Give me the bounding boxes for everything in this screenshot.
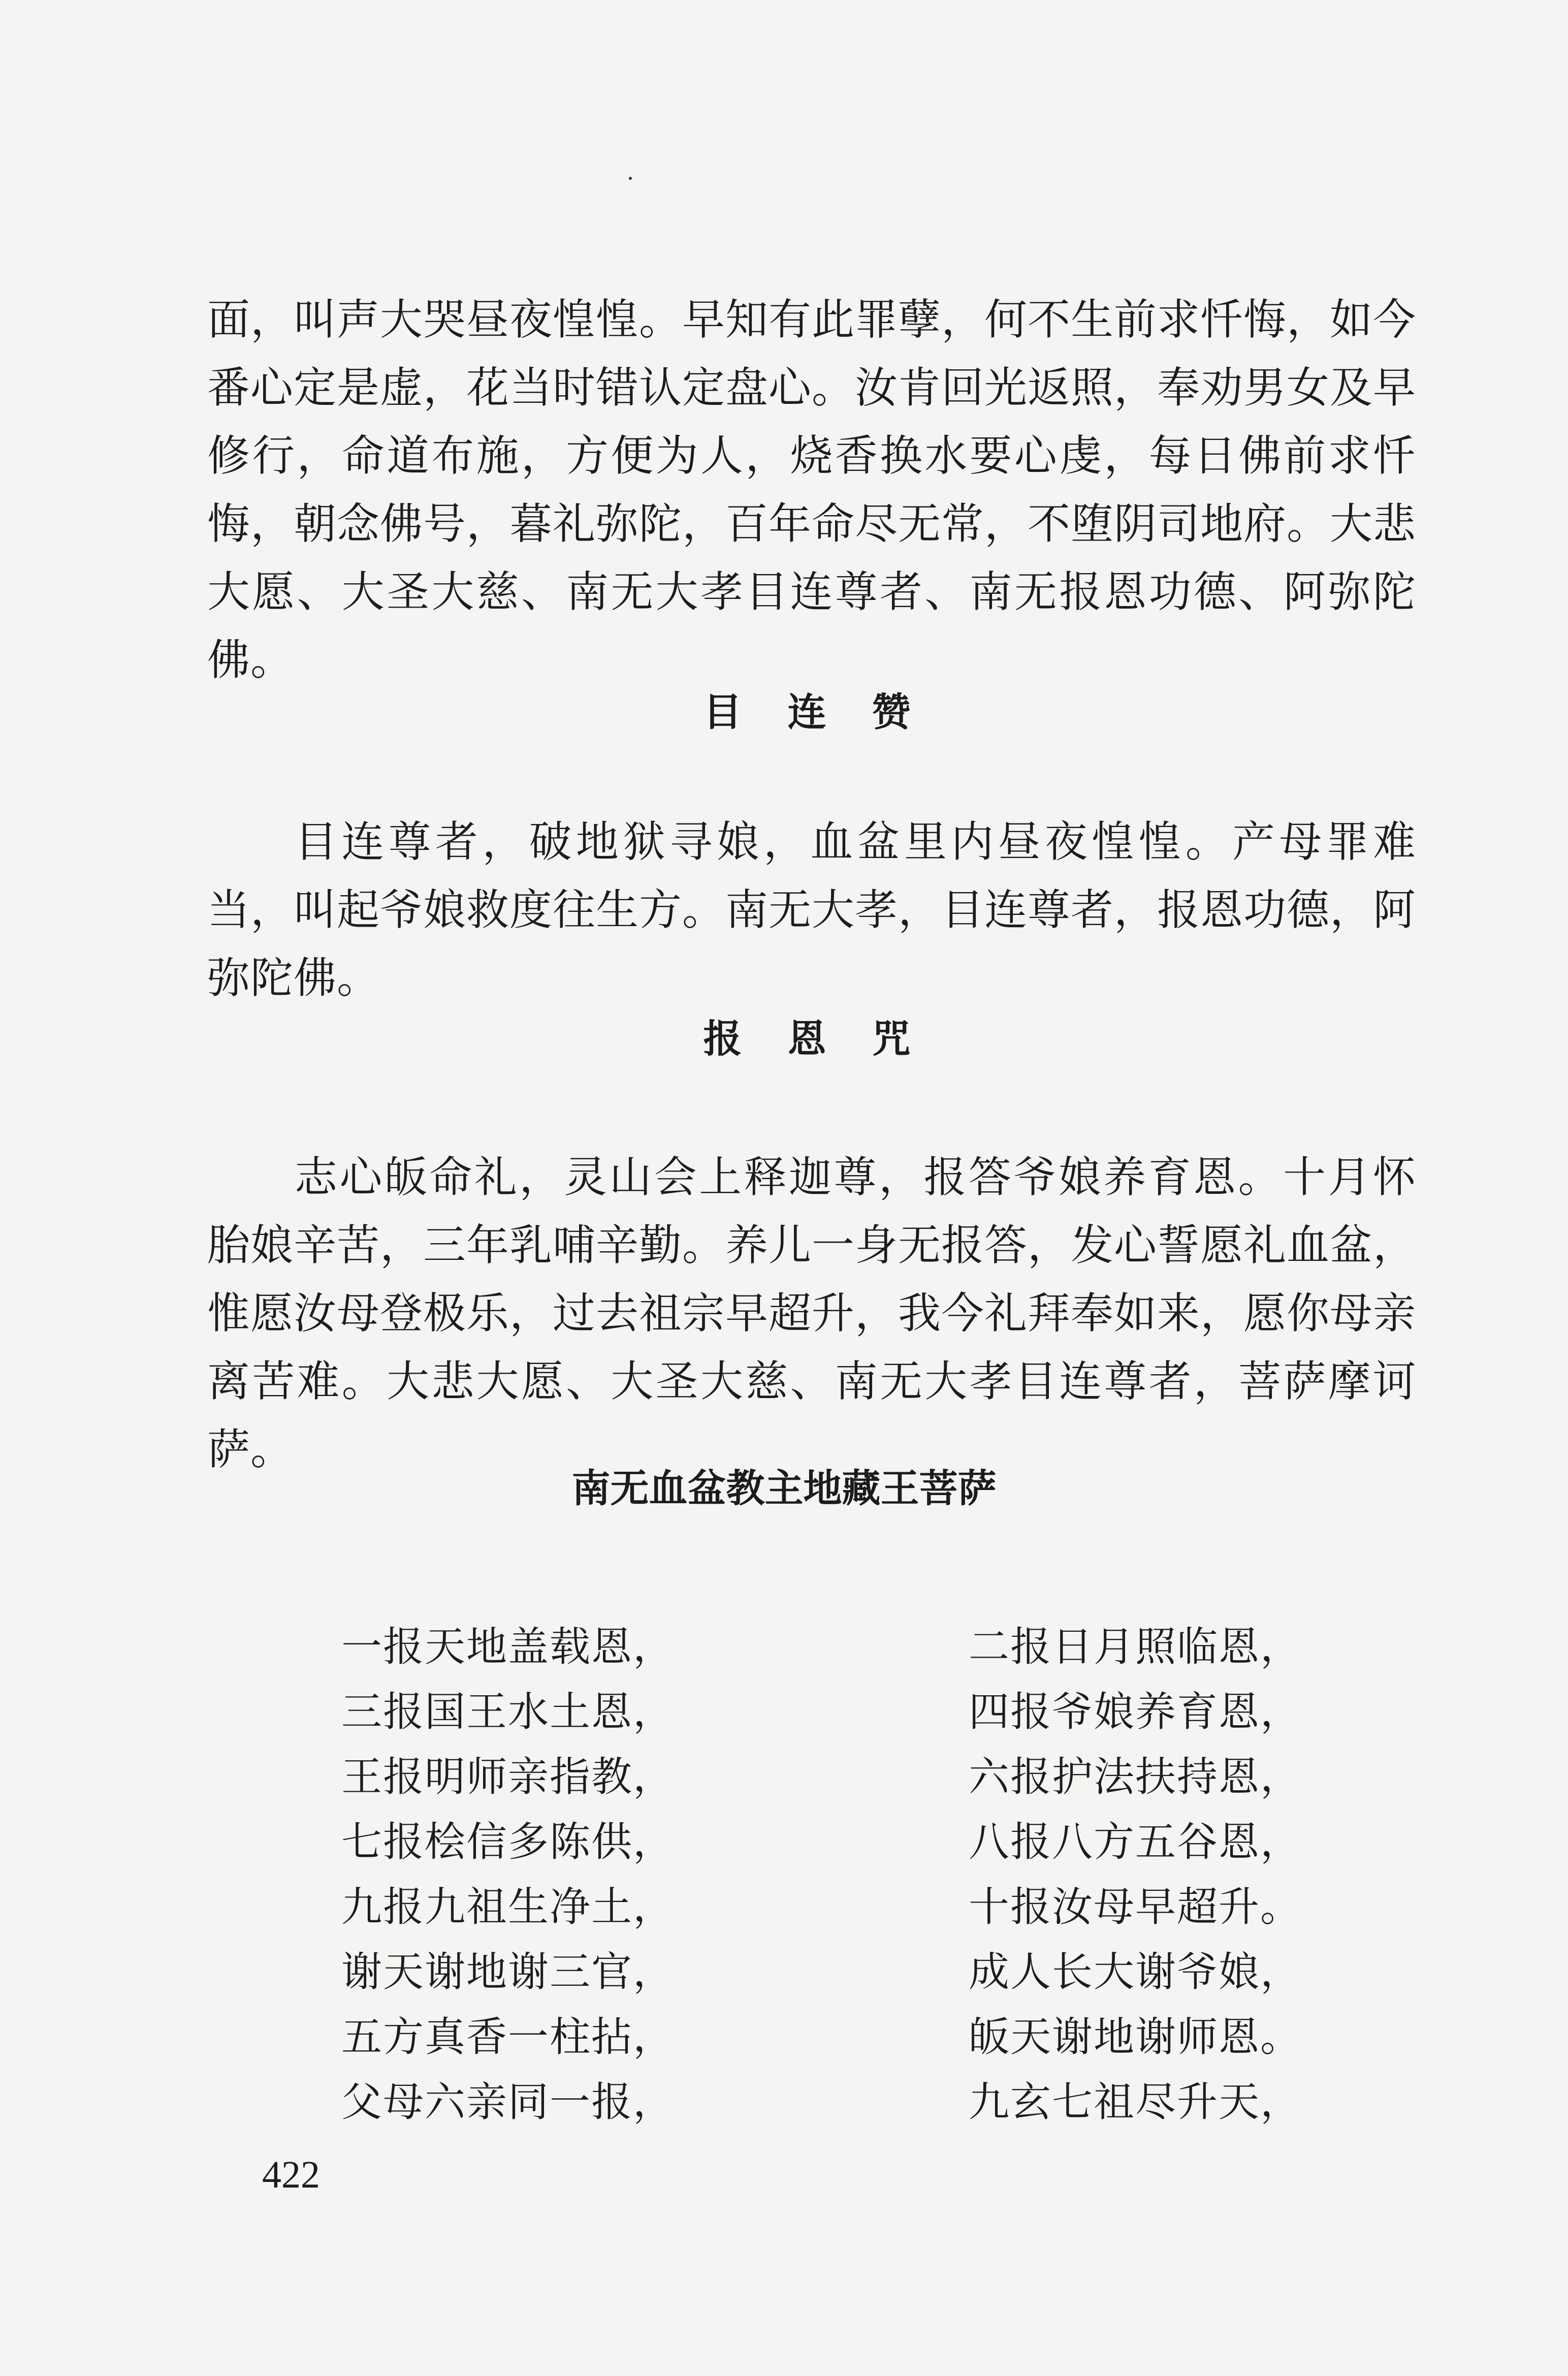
section-title-mulian-praise: 目连赞 bbox=[703, 689, 956, 735]
verse-line: 四报爷娘养育恩， bbox=[969, 1688, 1302, 1735]
intro-paragraph: 面，叫声大哭昼夜惶惶。早知有此罪孽，何不生前求忏悔，如今番心定是虚，花当时错认定盘心。汝肯回光返照，奉劝男女及早修行，命道布施，方便为人，烧香换水要心虔，每日佛前求忏悔，朝念佛号，暮礼弥陀，百年命尽无常，不堕阴司地府。大悲大愿、大圣大慈、南无大孝目连尊者、南无报恩功德、阿弥陀佛。 bbox=[207, 295, 1417, 685]
verse-line: 九玄七祖尽升天， bbox=[969, 2078, 1302, 2126]
verse-line: 三报国王水土恩， bbox=[341, 1688, 675, 1735]
page-number: 422 bbox=[262, 2153, 320, 2196]
gratitude-mantra-text: 志心皈命礼，灵山会上释迦尊，报答爷娘养育恩。十月怀胎娘辛苦，三年乳哺辛勤。养儿一身无报答，发心誓愿礼血盆，惟愿汝母登极乐，过去祖宗早超升，我今礼拜奉如来，愿你母亲离苦难。大悲大愿、大圣大慈、南无大孝目连尊者，菩萨摩诃萨。 bbox=[207, 1152, 1417, 1474]
verse-list bbox=[341, 1614, 1357, 2135]
verse-line: 一报天地盖载恩， bbox=[341, 1623, 675, 1670]
verse-line: 九报九祖生净土， bbox=[341, 1883, 675, 1930]
verse-line: 二报日月照临恩， bbox=[969, 1623, 1302, 1670]
section-title-gratitude-mantra: 报恩咒 bbox=[703, 1016, 956, 1061]
verse-line: 皈天谢地谢师恩。 bbox=[969, 2013, 1302, 2061]
verse-line: 成人长大谢爷娘， bbox=[969, 1948, 1302, 1995]
verse-line: 父母六亲同一报， bbox=[341, 2078, 675, 2126]
print-speck bbox=[629, 177, 632, 180]
mulian-praise-text: 目连尊者，破地狱寻娘，血盆里内昼夜惶惶。产母罪难当，叫起爷娘救度往生方。南无大孝，目连尊者，报恩功德，阿弥陀佛。 bbox=[207, 817, 1417, 1003]
verse-line: 八报八方五谷恩， bbox=[969, 1818, 1302, 1865]
verse-line: 六报护法扶持恩， bbox=[969, 1753, 1302, 1800]
verse-line: 七报桧信多陈供， bbox=[341, 1818, 675, 1865]
verse-line: 王报明师亲指教， bbox=[341, 1753, 675, 1800]
verse-line: 十报汝母早超升。 bbox=[969, 1883, 1302, 1930]
verse-line: 五方真香一柱拈， bbox=[341, 2013, 675, 2061]
section-title-ksitigarbha: 南无血盆教主地藏王菩萨 bbox=[571, 1466, 997, 1511]
verse-line: 谢天谢地谢三官， bbox=[341, 1948, 675, 1995]
